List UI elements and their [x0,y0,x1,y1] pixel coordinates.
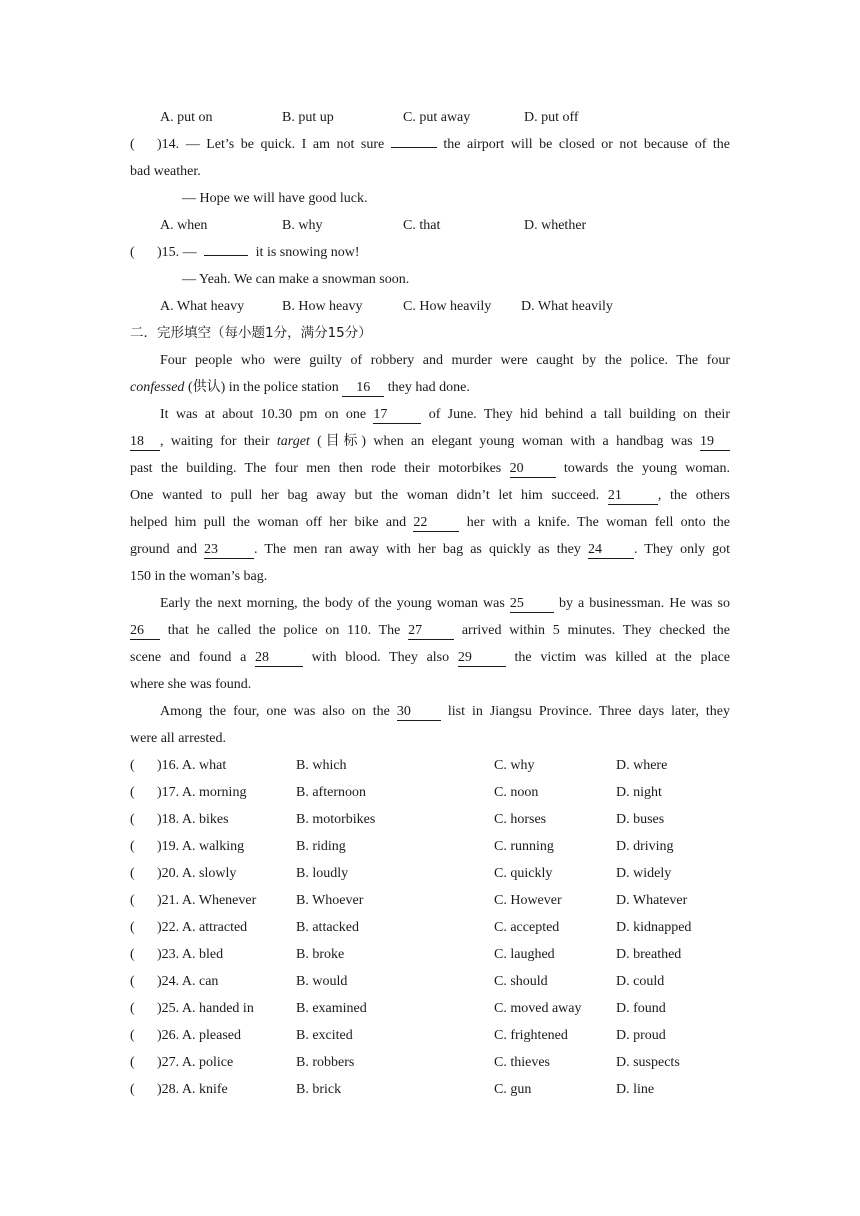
q14-options [130,212,730,239]
choice-option-b[interactable]: B. attacked [296,920,359,935]
choice-list [130,752,730,1103]
choice-option-c[interactable]: C. frightened [494,1028,568,1043]
choice-option-c[interactable]: C. However [494,893,562,908]
choice-row [130,833,730,860]
blank-30[interactable]: 30 [397,704,441,721]
choice-option-a[interactable]: )21. A. Whenever [157,893,257,908]
q15-option-a: A. What heavy [160,299,245,314]
blank-18[interactable]: 18 [130,434,160,451]
choice-option-a[interactable]: )19. A. walking [157,839,245,854]
q15-option-b: B. How heavy [282,299,363,314]
blank-16[interactable]: 16 [342,380,384,397]
q15-option-d: D. What heavily [521,299,613,314]
passage-text: that he called the police on 110. The [160,623,409,638]
passage-text: Among the four, one was also on the [160,704,397,719]
choice-row [130,968,730,995]
blank-21[interactable]: 21 [608,488,658,505]
choice-option-d[interactable]: D. kidnapped [616,920,692,935]
choice-option-d[interactable]: D. found [616,1001,666,1016]
passage-line [130,644,730,671]
choice-option-c[interactable]: C. noon [494,785,539,800]
choice-option-c[interactable]: C. thieves [494,1055,550,1070]
choice-option-d[interactable]: D. breathed [616,947,682,962]
answer-paren: ( [130,839,135,854]
passage-text: One wanted to pull her bag away but the woman didn’t let him succeed. [130,488,608,503]
passage-text: her with a knife. The woman fell onto the [459,515,730,530]
q15-reply: — Yeah. We can make a snowman soon. [182,272,410,287]
answer-paren: ( [130,974,135,989]
choice-option-a[interactable]: )24. A. can [157,974,219,989]
q13-option-b: B. put up [282,110,334,125]
passage-line [130,590,730,617]
q13-options [130,104,730,131]
blank-23[interactable]: 23 [204,542,254,559]
answer-paren: ( [130,893,135,908]
answer-paren: ( [130,1028,135,1043]
choice-option-a[interactable]: )22. A. attracted [157,920,248,935]
passage-text: , waiting for their [160,434,277,449]
passage-text: , the others [657,488,730,503]
choice-option-c[interactable]: C. gun [494,1082,532,1097]
passage-text: helped him pull the woman off her bike and [130,515,414,530]
answer-paren: ( [130,785,135,800]
choice-option-b[interactable]: B. Whoever [296,893,364,908]
passage-text: by a businessman. He was so [553,596,731,611]
answer-paren: ( [130,245,135,260]
q14-option-c: C. that [403,218,441,233]
choice-option-d[interactable]: D. proud [616,1028,666,1043]
passage-line: where she was found. [130,677,252,692]
q15-suffix: it is snowing now! [255,245,360,260]
choice-option-a[interactable]: )20. A. slowly [157,866,237,881]
q13-option-d: D. put off [524,110,579,125]
answer-paren: ( [130,812,135,827]
choice-option-c[interactable]: C. should [494,974,548,989]
q14-stem [130,131,730,158]
choice-option-c[interactable]: C. accepted [494,920,560,935]
choice-row [130,941,730,968]
choice-option-c[interactable]: C. quickly [494,866,553,881]
choice-option-a[interactable]: )25. A. handed in [157,1001,254,1016]
choice-row [130,887,730,914]
choice-option-a[interactable]: )16. A. what [157,758,227,773]
passage-text: ground and [130,542,205,557]
choice-option-c[interactable]: C. moved away [494,1001,582,1016]
choice-row [130,1049,730,1076]
q14-prefix: )14. — Let’s be quick. I am not sure [157,137,385,152]
answer-paren: ( [130,866,135,881]
blank-20[interactable]: 20 [510,461,556,478]
choice-option-c[interactable]: C. laughed [494,947,555,962]
choice-option-b[interactable]: B. afternoon [296,785,366,800]
passage-text: of June. They hid behind a tall building on their [421,407,730,422]
passage-text: past the building. The four men then rode their motorbikes [130,461,510,476]
answer-paren: ( [130,758,135,773]
choice-option-d[interactable]: D. Whatever [616,893,688,908]
q14-option-d: D. whether [524,218,587,233]
passage-line [130,482,730,509]
q15-option-c: C. How heavily [403,299,492,314]
choice-row [130,995,730,1022]
passage-text: Early the next morning, the body of the young woman was [160,596,510,611]
choice-option-c[interactable]: C. why [494,758,535,773]
passage-text: It was at about 10.30 pm on one [160,407,374,422]
blank-26[interactable]: 26 [130,623,160,640]
choice-option-d[interactable]: D. could [616,974,665,989]
blank-27[interactable]: 27 [408,623,454,640]
choice-row [130,1022,730,1049]
passage-text: list in Jiangsu Province. Three days later, they [440,704,730,719]
choice-row [130,1076,730,1103]
choice-option-a[interactable]: )17. A. morning [157,785,247,800]
passage-text: . They only got [633,542,730,557]
choice-option-c[interactable]: C. horses [494,812,547,827]
q14-option-b: B. why [282,218,323,233]
choice-option-d[interactable]: D. where [616,758,668,773]
answer-paren: ( [130,920,135,935]
passage-line [130,347,730,374]
passage-line [130,698,730,725]
choice-option-a[interactable]: )23. A. bled [157,947,224,962]
q15-options [130,293,730,320]
choice-option-b[interactable]: B. robbers [296,1055,355,1070]
passage-line: were all arrested. [130,731,226,746]
passage-text: scene and found a [130,650,255,665]
choice-row [130,752,730,779]
choice-option-b[interactable]: B. motorbikes [296,812,376,827]
passage-line: 150 in the woman’s bag. [130,569,268,584]
passage-line [130,536,730,563]
answer-paren: ( [130,1082,135,1097]
q14-blank[interactable] [391,147,437,148]
choice-option-d[interactable]: D. driving [616,839,674,854]
choice-row [130,806,730,833]
answer-paren: ( [130,947,135,962]
choice-row [130,914,730,941]
choice-option-d[interactable]: D. line [616,1082,655,1097]
choice-option-b[interactable]: B. broke [296,947,345,962]
passage-text: . The men ran away with her bag as quickly as they [254,542,588,557]
choice-option-b[interactable]: B. examined [296,1001,367,1016]
choice-option-b[interactable]: B. which [296,758,347,773]
q14-stem-cont: bad weather. [130,164,201,179]
passage-line [130,401,730,428]
choice-option-a[interactable]: )28. A. knife [157,1082,228,1097]
choice-option-a[interactable]: )26. A. pleased [157,1028,241,1043]
passage-text: Four people who were guilty of robbery and murder were caught by the police. The four [160,353,730,368]
passage-text: with blood. They also [302,650,458,665]
passage-text: (目标) when an elegant young woman with a handbag was [309,434,700,449]
answer-paren: ( [130,1055,135,1070]
passage-line [130,617,730,644]
passage-keyword: target [276,434,310,449]
answer-paren: ( [130,137,135,152]
choice-option-d[interactable]: D. night [616,785,662,800]
blank-19[interactable]: 19 [700,434,730,451]
passage-line [130,509,730,536]
passage-text: (供认) in the police station [184,380,343,395]
choice-option-b[interactable]: B. excited [296,1028,353,1043]
choice-option-b[interactable]: B. brick [296,1082,342,1097]
passage-keyword: confessed [130,380,185,395]
q14-option-a: A. when [160,218,208,233]
choice-row [130,779,730,806]
q14-reply: — Hope we will have good luck. [182,191,368,206]
answer-paren: ( [130,1001,135,1016]
choice-option-a[interactable]: )18. A. bikes [157,812,229,827]
choice-option-b[interactable]: B. loudly [296,866,349,881]
blank-24[interactable]: 24 [588,542,634,559]
q15-blank[interactable] [204,255,248,256]
q15-prefix: )15. — [157,245,197,260]
choice-option-d[interactable]: D. buses [616,812,665,827]
passage-text: arrived within 5 minutes. They checked the [454,623,730,638]
section-heading: 二．完形填空（每小题1分，满分15分） [130,325,372,341]
passage-line [130,374,730,401]
passage-line [130,428,730,455]
blank-17[interactable]: 17 [373,407,421,424]
blank-28[interactable]: 28 [255,650,303,667]
passage-text: towards the young woman. [555,461,730,476]
q14-suffix: the airport will be closed or not because of the [443,137,731,152]
q13-option-a: A. put on [160,110,213,125]
choice-option-b[interactable]: B. riding [296,839,346,854]
choice-option-b[interactable]: B. would [296,974,348,989]
blank-25[interactable]: 25 [510,596,554,613]
q13-option-c: C. put away [403,110,471,125]
passage-text: the victim was killed at the place [505,650,730,665]
blank-29[interactable]: 29 [458,650,506,667]
passage-line [130,455,730,482]
choice-option-d[interactable]: D. suspects [616,1055,680,1070]
choice-row [130,860,730,887]
choice-option-d[interactable]: D. widely [616,866,672,881]
exam-page [130,104,730,1103]
choice-option-a[interactable]: )27. A. police [157,1055,234,1070]
passage-text: they had done. [384,380,470,395]
blank-22[interactable]: 22 [413,515,459,532]
choice-option-c[interactable]: C. running [494,839,554,854]
q15-stem [130,239,730,266]
